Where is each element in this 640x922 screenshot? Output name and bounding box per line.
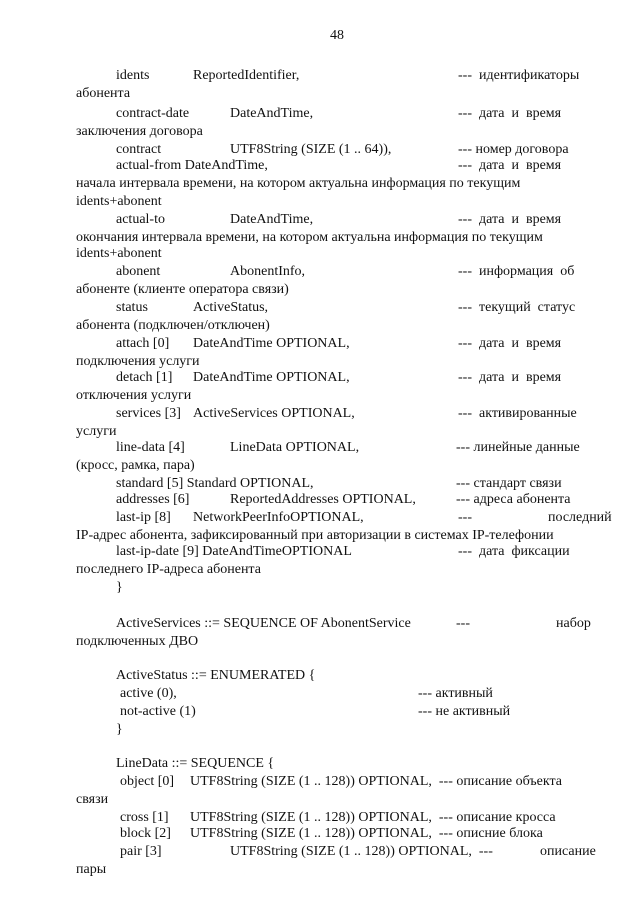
text-line: active (0), bbox=[120, 686, 177, 701]
text-line-segment: --- адреса абонента bbox=[456, 492, 571, 507]
text-line-segment: --- информация об bbox=[458, 264, 575, 279]
text-line: отключения услуги bbox=[76, 388, 192, 403]
text-line: пары bbox=[76, 862, 107, 877]
text-line: addresses [6] bbox=[116, 492, 190, 507]
text-line: pair [3] bbox=[120, 844, 162, 859]
text-line: actual-from DateAndTime, bbox=[116, 158, 268, 173]
text-line-segment: --- линейные данные bbox=[456, 440, 580, 455]
text-line-segment: LineData OPTIONAL, bbox=[230, 440, 360, 455]
text-line-segment: ReportedIdentifier, bbox=[193, 68, 300, 83]
text-line: заключения договора bbox=[76, 124, 203, 139]
text-line-segment: набор bbox=[556, 616, 591, 631]
text-line-segment: --- дата и время bbox=[458, 158, 562, 173]
text-line: ActiveStatus ::= ENUMERATED { bbox=[116, 668, 316, 683]
text-line: idents+abonent bbox=[76, 194, 162, 209]
text-line: line-data [4] bbox=[116, 440, 185, 455]
text-line: связи bbox=[76, 792, 109, 807]
text-line-segment: DateAndTime OPTIONAL, bbox=[193, 370, 350, 385]
text-line: contract-date bbox=[116, 106, 190, 121]
text-line-segment: ActiveServices OPTIONAL, bbox=[193, 406, 355, 421]
text-line: standard [5] Standard OPTIONAL, bbox=[116, 476, 314, 491]
text-line: cross [1] bbox=[120, 810, 169, 825]
text-line: LineData ::= SEQUENCE { bbox=[116, 756, 275, 771]
text-line: } bbox=[116, 580, 123, 595]
text-line: услуги bbox=[76, 424, 117, 439]
text-line-segment: UTF8String (SIZE (1 .. 128)) OPTIONAL, --- опиcние блока bbox=[190, 826, 543, 841]
text-line: подключенных ДВО bbox=[76, 634, 199, 649]
text-line: last-ip [8] bbox=[116, 510, 171, 525]
text-line: ActiveServices ::= SEQUENCE OF AbonentService bbox=[116, 616, 411, 631]
text-line: (кросс, рамка, пара) bbox=[76, 458, 195, 473]
text-line-segment: UTF8String (SIZE (1 .. 128)) OPTIONAL, --- описание объекта bbox=[190, 774, 562, 789]
text-line: contract bbox=[116, 142, 162, 157]
text-line: абонента (подключен/отключен) bbox=[76, 318, 270, 333]
text-line: object [0] bbox=[120, 774, 175, 789]
text-line-segment: --- идентификаторы bbox=[458, 68, 580, 83]
text-line-segment: --- текущий статус bbox=[458, 300, 576, 315]
text-line-segment: --- не активный bbox=[418, 704, 511, 719]
text-line-segment: NetworkPeerInfoOPTIONAL, bbox=[193, 510, 364, 525]
text-line: block [2] bbox=[120, 826, 171, 841]
text-line: абонента bbox=[76, 86, 131, 101]
text-line-segment: --- активированные bbox=[458, 406, 577, 421]
text-line: IP-адрес абонента, зафиксированный при авторизации в системах IP-телефонии bbox=[76, 528, 554, 543]
text-line: abonent bbox=[116, 264, 161, 279]
text-line-segment: UTF8String (SIZE (1 .. 128)) OPTIONAL, --- bbox=[230, 844, 493, 859]
text-line-segment: --- дата и время bbox=[458, 336, 562, 351]
text-line: } bbox=[116, 722, 123, 737]
text-line-segment: --- активный bbox=[418, 686, 493, 701]
text-line: last-ip-date [9] DateAndTimeOPTIONAL bbox=[116, 544, 352, 559]
text-line-segment: описание bbox=[540, 844, 596, 859]
text-line-segment: --- дата фиксации bbox=[458, 544, 570, 559]
text-line-segment: --- дата и время bbox=[458, 370, 562, 385]
text-line-segment: DateAndTime OPTIONAL, bbox=[193, 336, 350, 351]
text-line: idents+abonent bbox=[76, 246, 162, 261]
text-line-segment: --- дата и время bbox=[458, 106, 562, 121]
text-line-segment: UTF8String (SIZE (1 .. 128)) OPTIONAL, --- описание кросса bbox=[190, 810, 556, 825]
text-line: actual-to bbox=[116, 212, 165, 227]
text-line-segment: ReportedAddresses OPTIONAL, bbox=[230, 492, 416, 507]
text-line-segment: --- номер договора bbox=[458, 142, 569, 157]
text-line-segment: --- стандарт связи bbox=[456, 476, 562, 491]
text-line-segment: последний bbox=[548, 510, 612, 525]
text-line-segment: ActiveStatus, bbox=[193, 300, 269, 315]
text-line: attach [0] bbox=[116, 336, 170, 351]
text-line: начала интервала времени, на котором актуальна информация по текущим bbox=[76, 176, 521, 191]
page-number: 48 bbox=[330, 28, 344, 43]
text-line: not-active (1) bbox=[120, 704, 196, 719]
text-line: services [3] bbox=[116, 406, 181, 421]
text-line: status bbox=[116, 300, 148, 315]
text-line-segment: --- дата и время bbox=[458, 212, 562, 227]
text-line: подключения услуги bbox=[76, 354, 200, 369]
text-line: detach [1] bbox=[116, 370, 173, 385]
text-line-segment: UTF8String (SIZE (1 .. 64)), bbox=[230, 142, 392, 157]
text-line-segment: AbonentInfo, bbox=[230, 264, 306, 279]
text-line-segment: DateAndTime, bbox=[230, 212, 314, 227]
text-line-segment: --- bbox=[458, 510, 472, 525]
text-line: idents bbox=[116, 68, 150, 83]
text-line-segment: DateAndTime, bbox=[230, 106, 314, 121]
text-line-segment: --- bbox=[456, 616, 470, 631]
text-line: абоненте (клиенте оператора связи) bbox=[76, 282, 289, 297]
text-line: последнего IP-адреса абонента bbox=[76, 562, 261, 577]
text-line: окончания интервала времени, на котором актуальна информация по текущим bbox=[76, 230, 543, 245]
